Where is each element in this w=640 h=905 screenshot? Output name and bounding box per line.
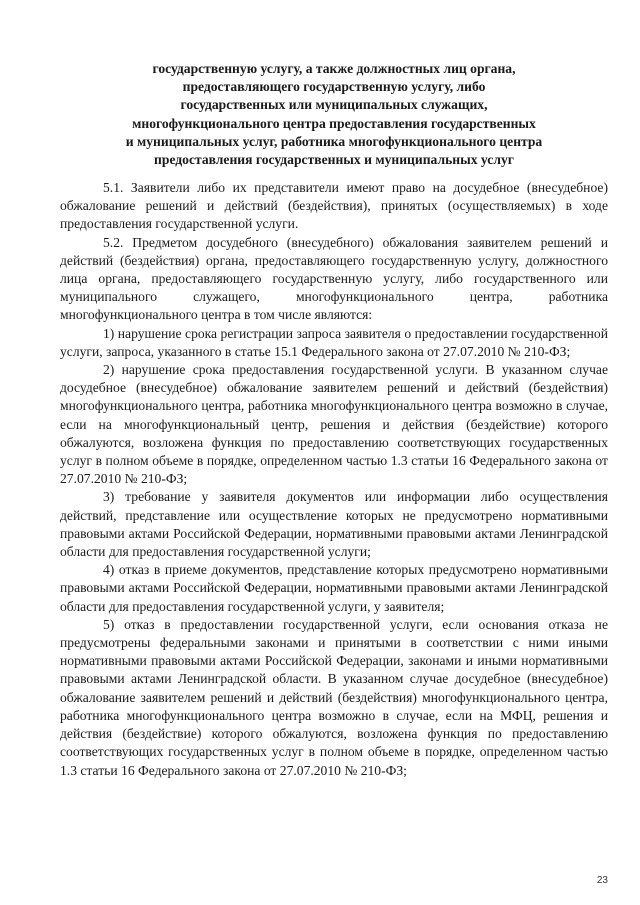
document-body: [60, 179, 608, 780]
list-item-1: 1) нарушение срока регистрации запроса заявителя о предоставлении государственной услуги, запроса, указанного в статье 15.1 Федерального закона от 27.07.2010 № 210-ФЗ;: [60, 325, 608, 359]
heading-line: и муниципальных услуг, работника многофункционального центра: [125, 133, 543, 149]
list-item-2: 2) нарушение срока предоставления государственной услуги. В указанном случае досудебное (внесудебное) обжалование заявителем решений и действий (бездействия) многофункционального центра, работника многофункционального центра возможно в случае, если на многофункциональный центр, решения и действия (бездействие) которого обжалуются, возложена функция по предоставлению соответствующих государственных услуг в полном объеме в порядке, определенном частью 1.3 статьи 16 Федерального закона от 27.07.2010 № 210-ФЗ;: [60, 362, 608, 487]
section-heading: [60, 60, 608, 169]
heading-line: государственных или муниципальных служащих,: [180, 97, 488, 113]
heading-line: предоставляющего государственную услугу, либо: [182, 79, 486, 95]
heading-line: государственную услугу, а также должностных лиц органа,: [152, 61, 516, 76]
page-number: 23: [596, 875, 608, 886]
list-item-5: 5) отказ в предоставлении государственной услуги, если основания отказа не предусмотрены федеральными законами и принятыми в соответствии с ними иными нормативными правовыми актами Российской Федерации, законами и иными нормативными правовыми актами Ленинградской области. В указанном случае досудебное (внесудебное) обжалование заявителем решений и действий (бездействия) многофункционального центра, работника многофункционального центра возможно в случае, если на МФЦ, решения и действия (бездействие) которого обжалуются, возложена функция по предоставлению соответствующих государственных услуг в полном объеме в порядке, определенном частью 1.3 статьи 16 Федерального закона от 27.07.2010 № 210-ФЗ;: [60, 616, 608, 778]
list-item-3: 3) требование у заявителя документов или информации либо осуществления действий, представление или осуществление которых не предусмотрено нормативными правовыми актами Российской Федерации, нормативными правовыми актами Ленинградской области для предоставления государственной услуги;: [60, 489, 608, 560]
heading-line: многофункционального центра предоставления государственных: [132, 115, 536, 131]
paragraph-5-1: 5.1. Заявители либо их представители имеют право на досудебное (внесудебное) обжалование решений и действий (бездействия), принятых (осуществляемых) в ходе предоставления государственной услуги.: [60, 180, 608, 232]
paragraph-5-2: 5.2. Предметом досудебного (внесудебного) обжалования заявителем решений и действий (бездействия) органа, предоставляющего государственную услугу, должностного лица органа, предоставляющего государственную услугу, либо государственного или муниципального служащего, многофункционального центра, работника многофункционального центра в том числе являются:: [60, 234, 608, 323]
list-item-4: 4) отказ в приеме документов, представление которых предусмотрено нормативными правовыми актами Российской Федерации, нормативными правовыми актами Ленинградской области для предоставления государственной услуги, у заявителя;: [60, 562, 608, 614]
heading-line: предоставления государственных и муниципальных услуг: [154, 152, 514, 168]
